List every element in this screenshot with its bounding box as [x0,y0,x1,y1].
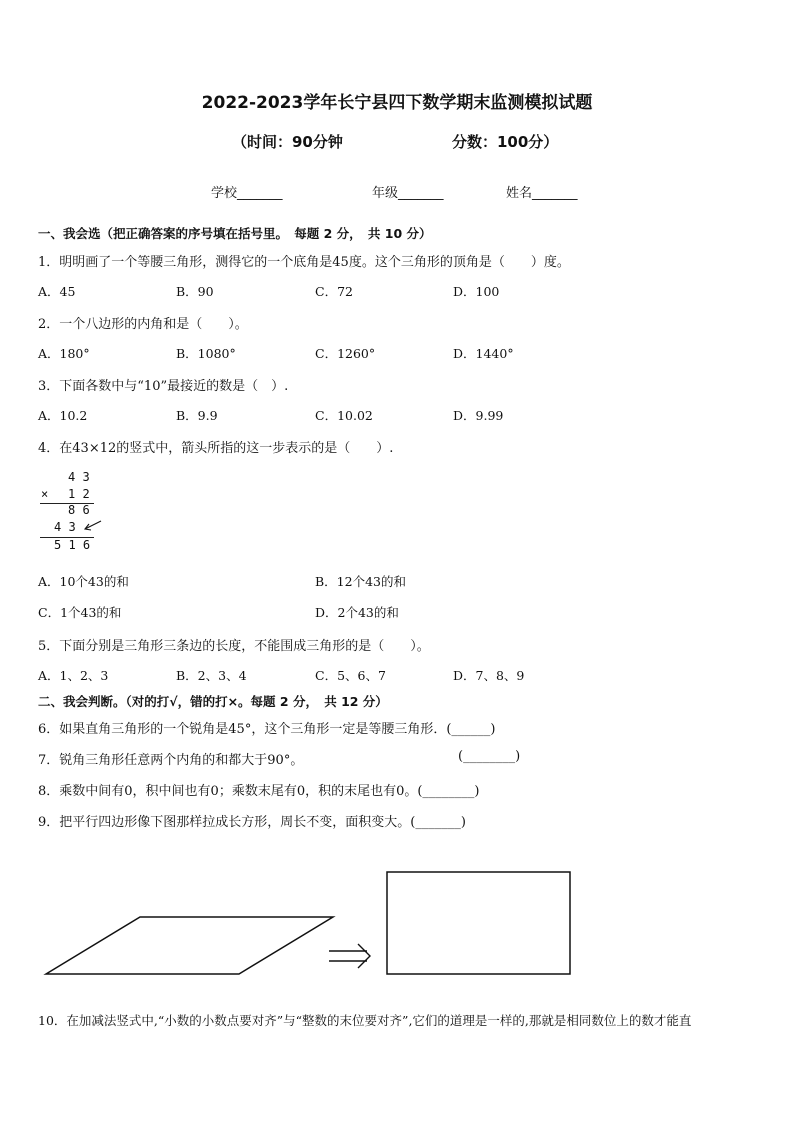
rectangle-shape [387,872,570,974]
question-7: 7．锐角三角形任意两个内角的和都大于90°。 [38,753,304,768]
question-8: 8．乘数中间有0，积中间也有0；乘数末尾有0，积的末尾也有0。(________) [38,784,480,799]
q3-option-a: A．10.2 [38,408,88,423]
arrow-icon [80,518,104,534]
q1-option-b: B．90 [176,284,214,299]
parallelogram-shape [46,917,333,974]
exam-score: 分数：100分） [452,133,559,151]
q2-option-b: B．1080° [176,346,236,361]
q3-option-c: C．10.02 [315,408,373,423]
exam-time: （时间：90分钟 [232,133,343,151]
q3-option-b: B．9.9 [176,408,218,423]
calc-times-sign: × [41,487,49,501]
q4-option-b: B．12个43的和 [315,574,406,589]
q5-option-a: A．1、2、3 [38,668,109,683]
q2-option-a: A．180° [38,346,90,361]
q5-option-b: B．2、3、4 [176,668,247,683]
school-field: 学校_______ [211,186,283,201]
q5-option-d: D．7、8、9 [453,668,525,683]
question-2: 2．一个八边形的内角和是（ ）。 [38,317,248,332]
q4-option-a: A．10个43的和 [38,574,129,589]
question-6: 6．如果直角三角形的一个锐角是45°，这个三角形一定是等腰三角形．(______) [38,722,496,737]
q2-option-d: D．1440° [453,346,514,361]
question-1: 1．明明画了一个等腰三角形，测得它的一个底角是45度。这个三角形的顶角是（ ）度。 [38,255,570,270]
q4-option-d: D．2个43的和 [315,605,399,620]
question-3: 3．下面各数中与“10”最接近的数是（ ）. [38,379,289,394]
calc-row-partial-2: 4 3 [54,520,76,534]
question-5: 5．下面分别是三角形三条边的长度，不能围成三角形的是（ ）。 [38,639,430,654]
section2-heading: 二、我会判断。（对的打√，错的打×。每题 2 分， 共 12 分） [38,694,388,709]
q1-option-d: D．100 [453,284,500,299]
question-7-blank: (________) [458,749,521,764]
q2-option-c: C．1260° [315,346,376,361]
calc-row-result: 5 1 6 [54,538,91,552]
calc-row-multiplicand: 4 3 [68,470,90,484]
q3-option-d: D．9.99 [453,408,504,423]
q1-option-c: C．72 [315,284,353,299]
question-10: 10．在加减法竖式中,“小数的小数点要对齐”与“整数的末位要对齐”,它们的道理是一样的,那就是相同数位上的数才能直 [38,1013,692,1028]
question-9: 9．把平行四边形像下图那样拉成长方形，周长不变，面积变大。(_______) [38,815,466,830]
parallelogram-to-rectangle-figure [40,868,580,980]
exam-title: 2022-2023学年长宁县四下数学期末监测模拟试题 [201,93,593,113]
q5-option-c: C．5、6、7 [315,668,386,683]
question-4: 4．在43×12的竖式中，箭头所指的这一步表示的是（ ）. [38,441,394,456]
q4-option-c: C．1个43的和 [38,605,122,620]
q1-option-a: A．45 [38,284,76,299]
calc-row-partial-1: 8 6 [68,503,90,517]
grade-field: 年级_______ [372,186,444,201]
calc-row-multiplier: 1 2 [68,487,90,501]
double-arrow-icon [329,944,370,968]
section1-heading: 一、我会选（把正确答案的序号填在括号里。 每题 2 分， 共 10 分） [38,226,432,241]
name-field: 姓名_______ [506,186,578,201]
